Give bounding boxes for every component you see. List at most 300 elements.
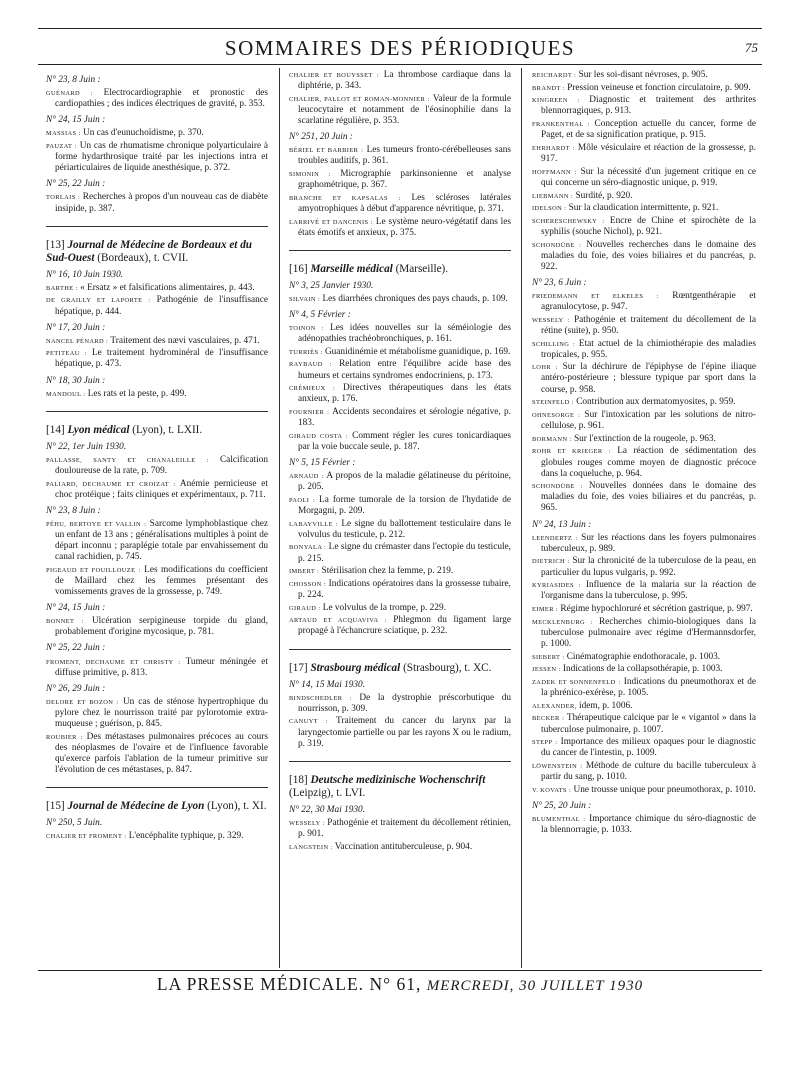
article-entry — [532, 291, 756, 313]
article-entry — [289, 542, 511, 564]
journal-details: (Leipzig), t. LVI. — [289, 786, 366, 799]
blocks — [46, 270, 268, 400]
article-title: Cinématographie endothoracale, p. 1003. — [566, 651, 721, 662]
article-title: Des métastases pulmonaires précoces au cours des néoplasmes de l'ovaire et de l'influence favorable qu'exerce parfois l'ablation de la tumeur primitive sur l'évolution de ces métastases, p. 847. — [55, 731, 268, 775]
article-entry — [532, 713, 756, 735]
article-title: Guanidinémie et métabolisme guanidique, p. 169. — [324, 346, 511, 357]
article-entry — [532, 617, 756, 650]
column-divider — [279, 68, 280, 968]
article-entry — [46, 519, 268, 563]
article-title: La forme tumorale de la torsion de l'hydatide de Morgagni, p. 209. — [298, 494, 511, 516]
issue-date: N° 24, 13 Juin : — [532, 519, 592, 530]
article-entry — [532, 737, 756, 759]
article-entry — [532, 481, 756, 514]
article-authors: LOHR : — [532, 364, 558, 372]
journal-number: [16] — [289, 262, 308, 275]
issue-date: N° 3, 25 Janvier 1930. — [289, 280, 374, 291]
separator — [46, 787, 268, 788]
article-entry — [532, 216, 756, 238]
article-authors: BORMANN : — [532, 435, 572, 443]
article-entry — [532, 362, 756, 395]
article-title: Môle vésiculaire et réaction de la grossesse, p. 917. — [541, 142, 756, 165]
article-title: Pathogénie et traitement du décollement rétinien, p. 901. — [298, 817, 511, 839]
article-entry — [46, 295, 268, 317]
article-authors: ARTAUD ET ACQUAVIVA : — [289, 617, 387, 625]
article-title: Contribution aux dermatomyosites, p. 959. — [576, 397, 736, 408]
page-title: SOMMAIRES DES PÉRIODIQUES — [224, 36, 576, 60]
article-authors: CRÉMIEUX : — [289, 385, 336, 393]
article-title: Indications du pneumothorax et de la phrénico-exérèse, p. 1005. — [541, 676, 756, 699]
article-entry — [46, 455, 268, 477]
column-2 — [289, 70, 511, 1000]
article-title: Sur l'intoxication par les solutions de nitro-cellulose, p. 961. — [541, 409, 756, 432]
article-authors: MASSIAS : — [46, 130, 81, 138]
page-number: 75 — [745, 40, 758, 55]
article-title: Les modifications du coefficient de Maillard chez les femmes présentant des vomissements graves de la grossesse, p. 749. — [55, 564, 268, 598]
article-entry — [46, 657, 268, 679]
article-authors: NANCEL PÉNARD : — [46, 337, 109, 345]
article-entry — [532, 785, 756, 796]
article-entry — [289, 693, 511, 715]
article-entry — [289, 603, 511, 614]
article-authors: SIMONIN : — [289, 170, 331, 178]
article-title: Valeur de la formule leucocytaire et notamment de l'éosinophilie dans la scarlatine régulière, p. 353. — [298, 93, 511, 126]
article-title: Indications de la collapsothérapie, p. 1003. — [562, 664, 723, 675]
article-title: Comment régler les cures tonicardiaques par la voie buccale seule, p. 187. — [298, 430, 511, 452]
article-entry — [289, 94, 511, 127]
article-entry — [532, 677, 756, 699]
article-title: Sur l'extinction de la rougeole, p. 963. — [573, 433, 716, 444]
header-rule — [38, 64, 762, 65]
separator — [289, 761, 511, 762]
article-authors: SCHERESCHEWSKY : — [532, 217, 605, 225]
article-title: Calcification douloureuse de la rate, p. 709. — [55, 454, 268, 476]
article-authors: LÖWENSTEIN : — [532, 762, 583, 770]
blocks — [46, 818, 268, 842]
journal-details: (Strasbourg), t. XC. — [403, 661, 492, 674]
article-authors: CANUYT : — [289, 718, 328, 726]
article-authors: REICHARDT : — [532, 72, 577, 79]
article-entry — [289, 842, 511, 853]
issue-date: N° 24, 15 Juin : — [46, 115, 106, 126]
article-entry — [46, 565, 268, 598]
article-authors: FOURNIER : — [289, 409, 330, 416]
issue-date: N° 22, 30 Mai 1930. — [289, 804, 366, 815]
blocks — [289, 70, 511, 239]
article-authors: IDELSON : — [532, 205, 567, 213]
article-entry — [289, 323, 511, 345]
article-title: Accidents secondaires et sérologie négative, p. 183. — [298, 407, 511, 429]
article-entry — [289, 818, 511, 840]
article-authors: KINGREEN : — [532, 97, 580, 105]
article-title: L'encéphalite typhique, p. 329. — [128, 831, 244, 842]
article-authors: FROMENT, DECHAUME ET CHRISTY : — [46, 658, 181, 666]
article-authors: WESSELY : — [532, 316, 570, 324]
article-authors: JESSEN : — [532, 666, 561, 674]
separator — [46, 411, 268, 412]
article-authors: MANDOUL : — [46, 390, 86, 398]
article-title: Surdité, p. 920. — [575, 190, 633, 201]
article-authors: OHNESORGE : — [532, 411, 581, 419]
article-entry — [532, 533, 756, 555]
article-entry — [532, 240, 756, 273]
separator — [46, 226, 268, 227]
article-authors: SIEBERT : — [532, 653, 565, 661]
article-title: Le signe du crémaster dans l'ectopie du testicule, p. 215. — [298, 542, 511, 564]
article-entry — [532, 434, 756, 445]
article-authors: KYRIASIDES : — [532, 582, 581, 590]
article-title: idem, p. 1006. — [578, 700, 633, 711]
page-header — [38, 34, 762, 64]
article-title: Sur les réactions dans les foyers pulmonaires tuberculeux, p. 989. — [541, 532, 756, 554]
issue-date: N° 17, 20 Juin : — [46, 322, 106, 333]
article-authors: RAYBAUD : — [289, 361, 332, 369]
article-title: Anémie pernicieuse et choc protéique ; faits cliniques et expérimentaux, p. 711. — [55, 478, 268, 500]
article-authors: PIGEAUD ET FOUILLOUZE : — [46, 566, 141, 574]
article-authors: BONYALA : — [289, 544, 327, 552]
article-authors: ARNAUD : — [289, 473, 324, 481]
article-authors: GIRAUD : — [289, 604, 321, 612]
article-authors: PÉHU, BERTOYE ET VALLIN : — [46, 520, 147, 528]
journal-number: [14] — [46, 423, 65, 436]
article-entry — [532, 83, 756, 94]
article-entry — [289, 169, 511, 191]
article-authors: PALIARD, DECHAUME ET CROIZAT : — [46, 480, 176, 488]
article-entry — [532, 119, 756, 141]
article-title: Diagnostic et traitement des arthrites blennorragiques, p. 913. — [541, 95, 756, 117]
article-entry — [532, 580, 756, 602]
column-3 — [532, 70, 756, 1000]
article-title: Un cas d'eunuchoïdisme, p. 370. — [83, 128, 204, 139]
article-authors: SCHONDÜBE : — [532, 241, 582, 249]
blocks — [289, 680, 511, 750]
article-title: Electrocardiographie et pronostic des cardiopathies ; des indices électriques de gravité, p. 353. — [55, 88, 268, 110]
article-entry — [46, 88, 268, 110]
article-title: La thrombose cardiaque dans la diphtérie, p. 343. — [298, 70, 511, 92]
blocks — [532, 70, 756, 836]
article-entry — [289, 217, 511, 239]
article-authors: BONNET : — [46, 618, 84, 626]
issue-date: N° 23, 8 Juin : — [46, 75, 101, 85]
article-title: Les scléroses latérales amyotrophiques à début d'apparence névritique, p. 371. — [298, 192, 511, 214]
article-authors: STEPP : — [532, 739, 558, 747]
article-title: Directives thérapeutiques dans les états anxieux, p. 176. — [298, 383, 511, 405]
article-entry — [46, 348, 268, 370]
journal-details: (Lyon), t. LXII. — [132, 423, 203, 436]
article-entry — [289, 359, 511, 381]
article-entry — [289, 347, 511, 358]
article-entry — [532, 761, 756, 783]
article-title: A propos de la maladie gélatineuse du péritoine, p. 205. — [298, 471, 511, 493]
issue-date: N° 14, 15 Mai 1930. — [289, 679, 366, 690]
journal-heading — [46, 424, 268, 437]
article-authors: CHALIER ET BOUYSSET : — [289, 72, 380, 79]
article-title: Sur la chronicité de la tuberculose de la peau, en particulier du lupus vulgaris, p. 992. — [541, 556, 756, 578]
article-authors: TURRIÈS : — [289, 348, 323, 356]
article-title: Les rats et la peste, p. 499. — [87, 388, 187, 399]
issue-date: N° 18, 30 Juin : — [46, 375, 106, 386]
article-title: Ulcération serpigineuse torpide du gland, probablement d'origine mycosique, p. 781. — [55, 616, 268, 638]
article-authors: BARTHE : — [46, 284, 78, 292]
article-authors: TOINON : — [289, 324, 324, 332]
article-title: Un cas de rhumatisme chronique polyarticulaire à forme hydarthrosique traité par les injections intra et périarticulaires de liquide anesthésique, p. 372. — [55, 141, 268, 174]
article-authors: LEENDERTZ : — [532, 534, 578, 542]
article-authors: V. KOVATS : — [532, 786, 572, 794]
journal-number: [15] — [46, 800, 65, 813]
article-entry — [46, 128, 268, 139]
article-entry — [532, 143, 756, 165]
journal-name: Strasbourg médical — [310, 661, 401, 674]
blocks — [289, 805, 511, 853]
journal-name: Journal de Médecine de Lyon — [67, 800, 205, 813]
article-authors: LIEBMANN : — [532, 192, 574, 200]
journal-number: [13] — [46, 238, 65, 251]
article-entry — [289, 579, 511, 601]
article-title: Relation entre l'équilibre acide base des humeurs et certains syndromes endocriniens, p. 173. — [298, 359, 511, 381]
article-title: Traitement du cancer du larynx par la laryngectomie partielle ou par les rayons X ou le radium, p. 319. — [298, 716, 511, 749]
article-title: Pression veineuse et fonction circulatoire, p. 909. — [567, 82, 751, 93]
article-entry — [289, 566, 511, 577]
article-entry — [532, 664, 756, 675]
article-entry — [289, 193, 511, 215]
journal-details: (Lyon), t. XI. — [207, 800, 267, 813]
article-title: Recherches chimio-biologiques dans la tuberculose pulmonaire avec régime d'Hermannsdorfer, p. 1000. — [541, 616, 756, 649]
article-authors: DE GRAILLY ET LAPORTE : — [46, 297, 151, 305]
article-authors: LABAYVILLE : — [289, 520, 339, 528]
article-title: « Ersatz » et falsifications alimentaires, p. 443. — [80, 282, 255, 293]
blocks — [46, 442, 268, 776]
article-authors: SCHILLING : — [532, 340, 576, 348]
article-title: Régime hypochloruré et sécrétion gastrique, p. 997. — [560, 604, 753, 614]
column-1 — [46, 70, 268, 1000]
footer-issue: N° 61, — [369, 974, 422, 994]
issue-date: N° 22, 1er Juin 1930. — [46, 441, 127, 452]
article-title: Un cas de sténose hypertrophique du pylore chez le nourrisson traité par pylorotomie extra-muqueuse ; guérison, p. 845. — [55, 696, 268, 729]
article-authors: GUÉNARD : — [46, 90, 93, 98]
article-authors: SILVAIN : — [289, 295, 321, 303]
article-title: De la dystrophie préscorbutique du nourrisson, p. 309. — [298, 692, 511, 714]
article-authors: CHALIER, PALLOT ET ROMAN-MONNIER : — [289, 95, 430, 103]
article-title: Une trousse unique pour pneumothorax, p. 1010. — [573, 784, 756, 795]
article-entry — [532, 70, 756, 81]
footer-rule — [38, 970, 762, 971]
article-entry — [532, 652, 756, 663]
article-title: Sur la claudication intermittente, p. 921. — [568, 203, 719, 214]
article-entry — [532, 556, 756, 578]
separator — [289, 649, 511, 650]
journal-details: (Bordeaux), t. CVII. — [97, 251, 189, 264]
article-entry — [532, 95, 756, 117]
article-entry — [289, 615, 511, 637]
article-title: Les tumeurs fronto-cérébelleuses sans troubles auditifs, p. 361. — [298, 145, 511, 167]
journal-heading — [289, 774, 511, 800]
footer-date: MERCREDI, 30 JUILLET 1930 — [426, 978, 644, 994]
article-authors: BÉRIEL ET BARBIER : — [289, 147, 364, 155]
article-entry — [289, 471, 511, 493]
page-footer — [38, 974, 762, 995]
article-authors: PETITEAU : — [46, 350, 87, 358]
article-authors: BINDSCHEDLER : — [289, 694, 352, 702]
article-entry — [532, 191, 756, 202]
journal-details: (Marseille). — [395, 262, 449, 275]
article-title: Méthode de culture du bacille tuberculeux à partir du sang, p. 1010. — [541, 760, 756, 783]
article-title: Le signe du ballottement testiculaire dans le volvulus du testicule, p. 212. — [298, 518, 511, 540]
article-title: Influence de la malaria sur la réaction de l'organisme dans la tuberculose, p. 995. — [541, 580, 756, 602]
article-authors: PAOLI : — [289, 496, 316, 504]
article-authors: BLUMENTHAL : — [532, 815, 586, 823]
article-title: Stérilisation chez la femme, p. 219. — [321, 566, 454, 577]
journal-number: [18] — [289, 773, 308, 786]
journal-name: Journal de Médecine de Bordeaux et du Sud-Ouest — [46, 238, 253, 264]
article-title: Pathogénie et traitement du décollement de la rétine (suite), p. 950. — [541, 314, 756, 336]
article-title: Tumeur méningée et diffuse primitive, p. 813. — [55, 656, 268, 678]
journal-name: Deutsche medizinische Wochenschrift — [310, 773, 486, 786]
issue-date: N° 23, 8 Juin : — [46, 505, 101, 516]
article-entry — [532, 410, 756, 432]
article-title: Le système neuro-végétatif dans les états émotifs et anxieux, p. 375. — [298, 216, 511, 238]
article-authors: LARRIVÉ ET DANCENIS : — [289, 218, 374, 226]
article-entry — [46, 616, 268, 638]
article-entry — [532, 446, 756, 479]
article-title: Sur les soi-disant névroses, p. 905. — [578, 70, 708, 80]
article-entry — [289, 495, 511, 517]
article-title: Les idées nouvelles sur la séméiologie des adénopathies trachéobronchiques, p. 161. — [298, 322, 511, 345]
article-authors: FRIEDEMANN ET ELKELES : — [532, 293, 659, 301]
article-title: Vaccination antituberculeuse, p. 904. — [334, 841, 473, 852]
article-entry — [532, 814, 756, 836]
article-entry — [532, 604, 756, 615]
article-title: Sarcome lymphoblastique chez un enfant de 13 ans ; généralisations multiples à point de départ inconnu ; paraplégie totale par envahissement du canal rachidien, p. 745. — [55, 518, 268, 563]
article-title: Rœntgenthérapie et agranulocytose, p. 947. — [541, 291, 756, 313]
journal-name: Marseille médical — [310, 262, 393, 275]
article-entry — [46, 831, 268, 842]
article-authors: BECKER : — [532, 715, 565, 723]
article-authors: WESSELY : — [289, 819, 325, 827]
article-entry — [46, 389, 268, 400]
article-title: Traitement des nævi vasculaires, p. 471. — [110, 335, 260, 346]
article-entry — [532, 701, 756, 712]
article-title: Encre de Chine et spirochète de la syphilis (souche Nichol), p. 921. — [541, 215, 756, 237]
blocks — [289, 281, 511, 638]
article-authors: IMBERT : — [289, 568, 320, 576]
article-entry — [289, 716, 511, 749]
article-entry — [289, 70, 511, 92]
article-authors: PAUZAT : — [46, 143, 77, 151]
issue-date: N° 250, 5 Juin. — [46, 818, 103, 829]
issue-date: N° 5, 15 Février : — [289, 457, 356, 468]
article-title: Sur la nécessité d'un jugement critique en ce qui concerne un séro-diagnostic unique, p. 919. — [541, 166, 756, 188]
article-authors: DELORE ET BOZON : — [46, 698, 120, 706]
issue-date: N° 26, 29 Juin : — [46, 683, 106, 694]
article-entry — [532, 203, 756, 214]
article-entry — [532, 397, 756, 408]
article-entry — [46, 141, 268, 174]
article-title: Indications opératoires dans la grossesse tubaire, p. 224. — [298, 578, 511, 600]
article-title: Le traitement hydrominéral de l'insuffisance hépatique, p. 473. — [55, 348, 268, 370]
article-entry — [46, 732, 268, 776]
article-authors: ZADEK ET SONNENFELD : — [532, 678, 621, 686]
article-authors: EIMER : — [532, 606, 559, 613]
article-entry — [289, 407, 511, 429]
issue-date: N° 251, 20 Juin : — [289, 132, 353, 143]
issue-date: N° 4, 5 Février : — [289, 309, 351, 320]
issue-date: N° 23, 6 Juin : — [532, 277, 587, 288]
article-entry — [289, 383, 511, 405]
article-authors: ROHR ET KRIEGER : — [532, 448, 611, 456]
article-entry — [289, 519, 511, 541]
journal-heading — [46, 800, 268, 813]
column-divider — [521, 68, 522, 968]
blocks — [46, 75, 268, 215]
article-entry — [289, 431, 511, 453]
journal-heading — [46, 239, 268, 265]
article-authors: GIRAUD COSTA : — [289, 432, 349, 440]
article-title: Etat actuel de la chimiothérapie des maladies tropicales, p. 955. — [541, 338, 756, 360]
article-entry — [532, 339, 756, 361]
article-title: Phlegmon du ligament large propagé à l'échancrure sciatique, p. 232. — [298, 615, 511, 637]
article-authors: BRANCHE ET KAPSALAS : — [289, 194, 401, 202]
article-title: Micrographie parkinsonienne et analyse graphométrique, p. 367. — [298, 168, 511, 191]
journal-number: [17] — [289, 661, 308, 674]
article-title: Sur la déchirure de l'épiphyse de l'épine iliaque antéro-postérieure ; blessure typique par sport dans la course, p. 958. — [541, 362, 756, 395]
article-title: La réaction de sédimentation des globules rouges comme moyen de diagnostic précoce dans la coqueluche, p. 964. — [541, 446, 756, 479]
footer-journal: LA PRESSE MÉDICALE. — [156, 974, 365, 994]
article-title: Importance chimique du séro-diagnostic de la blennorragie, p. 1033. — [541, 813, 756, 836]
article-authors: BRANDT : — [532, 84, 565, 92]
article-authors: EHRHARDT : — [532, 144, 575, 152]
journal-name: Lyon médical — [67, 423, 130, 436]
article-title: Les diarrhées chroniques des pays chauds, p. 109. — [322, 293, 508, 304]
issue-date: N° 16, 10 Juin 1930. — [46, 269, 124, 280]
issue-date: N° 24, 15 Juin : — [46, 603, 106, 614]
issue-date: N° 25, 22 Juin : — [46, 643, 106, 654]
article-entry — [46, 697, 268, 730]
article-title: Recherches à propos d'un nouveau cas de diabète insipide, p. 387. — [55, 192, 268, 214]
article-authors: FRANKENTHAL : — [532, 121, 590, 129]
separator — [289, 250, 511, 251]
journal-heading — [289, 263, 511, 276]
article-authors: PALLASSE, SANTY ET CHANALEILLE : — [46, 456, 209, 464]
article-entry — [289, 294, 511, 305]
article-authors: ROUBIER : — [46, 733, 83, 741]
article-title: Pathogénie de l'insuffisance hépatique, p. 444. — [55, 295, 268, 317]
article-authors: STEINFELD : — [532, 399, 574, 407]
journal-heading — [289, 662, 511, 675]
article-title: Nouvelles données dans le domaine des maladies du foie, des voies biliaires et du pancréas, p. 965. — [541, 481, 756, 514]
article-authors: CHALIER ET FROMENT : — [46, 833, 127, 841]
top-rule — [38, 28, 762, 29]
article-title: Le volvulus de la trompe, p. 229. — [322, 602, 446, 613]
article-title: Nouvelles recherches dans le domaine des maladies du foie, des voies biliaires et du pancréas, p. 922. — [541, 239, 756, 272]
article-entry — [46, 283, 268, 294]
article-title: Importance des milieux opaques pour le diagnostic du cancer de l'intestin, p. 1009. — [541, 737, 756, 759]
article-title: Conception actuelle du cancer, forme de Paget, et de sa signification pratique, p. 915. — [541, 119, 756, 141]
article-entry — [532, 315, 756, 337]
article-entry — [46, 192, 268, 214]
issue-date: N° 25, 20 Juin : — [532, 800, 592, 811]
issue-date: N° 25, 22 Juin : — [46, 179, 106, 190]
article-entry — [46, 336, 268, 347]
article-authors: TORLAIS : — [46, 194, 81, 202]
article-authors: CHOSSON : — [289, 580, 327, 588]
article-entry — [46, 479, 268, 501]
article-authors: MECKLENBURG : — [532, 618, 593, 626]
article-authors: DIETRICH : — [532, 558, 570, 566]
article-authors: LANGSTEIN : — [289, 843, 333, 851]
article-authors: HOFFMANN : — [532, 168, 577, 176]
article-entry — [289, 145, 511, 167]
article-entry — [532, 167, 756, 189]
